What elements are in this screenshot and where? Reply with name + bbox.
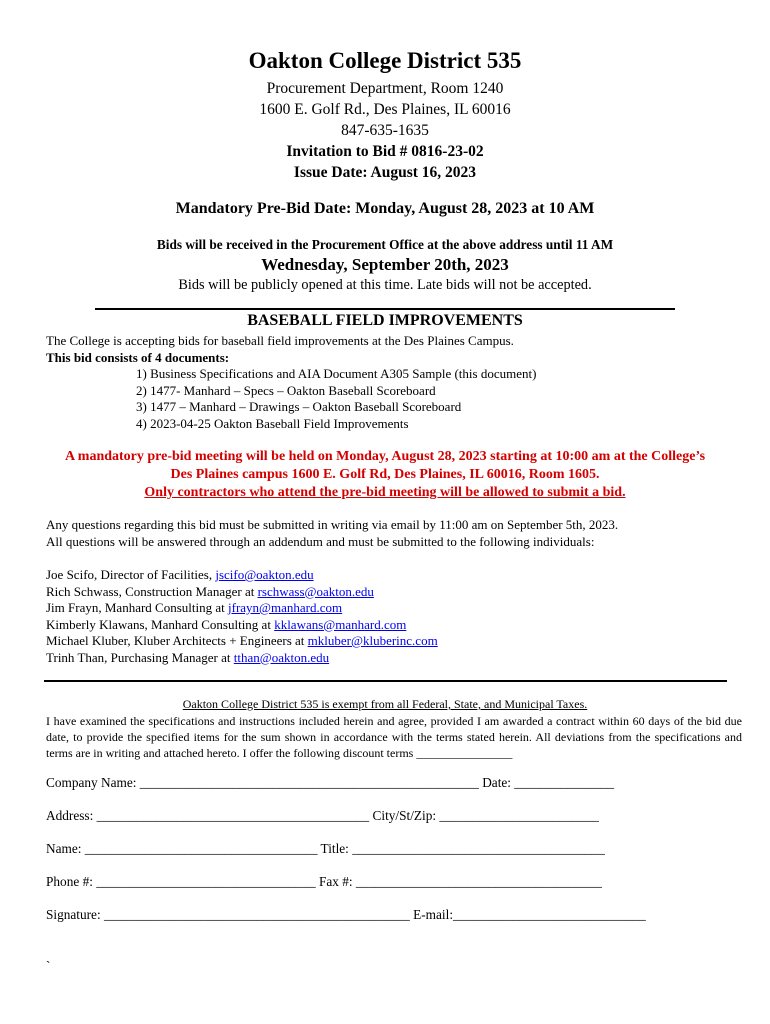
address-block xyxy=(0,78,770,183)
phone-line: 847-635-1635 xyxy=(341,122,429,139)
company-date-field[interactable]: Company Name: ___________________________________________________ Date: _______________ xyxy=(46,775,615,790)
issue-date: Issue Date: August 16, 2023 xyxy=(293,164,477,181)
list-item: 3) 1477 – Manhard – Drawings – Oakton Baseball Scoreboard xyxy=(136,399,462,414)
bid-number: Invitation to Bid # 0816-23-02 xyxy=(286,143,484,160)
list-item: 4) 2023-04-25 Oakton Baseball Field Improvements xyxy=(136,415,409,431)
contact-row xyxy=(46,633,736,650)
questions-paragraph xyxy=(46,517,736,550)
divider xyxy=(44,680,727,682)
project-heading: BASEBALL FIELD IMPROVEMENTS xyxy=(247,312,523,329)
bid-due-date: Wednesday, September 20th, 2023 xyxy=(261,255,509,274)
address-city-field[interactable]: Address: _________________________________________ City/St/Zip: ________________________ xyxy=(46,808,599,823)
prebid-date: Mandatory Pre-Bid Date: Monday, August 28, 2023 at 10 AM xyxy=(175,200,595,217)
document-title: Oakton College District 535 xyxy=(248,48,522,73)
project-intro xyxy=(46,333,736,366)
contact-label: Joe Scifo, Director of Facilities, xyxy=(46,567,216,582)
mandatory-line-3: Only contractors who attend the pre-bid meeting will be allowed to submit a bid. xyxy=(144,485,626,500)
bids-received-line: Bids will be received in the Procurement Office at the above address until 11 AM xyxy=(156,237,614,252)
questions-line-1: Any questions regarding this bid must be submitted in writing via email by 11:00 am on September 5th, 2023. xyxy=(46,517,619,532)
contact-label: Rich Schwass, Construction Manager at xyxy=(46,583,258,599)
contact-label: Jim Frayn, Manhard Consulting at xyxy=(46,600,228,615)
contact-label: Kimberly Klawans, Manhard Consulting at xyxy=(46,616,275,632)
intro-text: The College is accepting bids for baseball field improvements at the Des Plaines Campus. xyxy=(46,333,514,348)
list-item: 2) 1477- Manhard – Specs – Oakton Baseball Scoreboard xyxy=(136,382,436,398)
contact-row xyxy=(46,600,736,617)
opening-notice: Bids will be publicly opened at this time. Late bids will not be accepted. xyxy=(178,277,592,293)
contact-email-link[interactable]: tthan@oakton.edu xyxy=(233,649,330,665)
phone-fax-field[interactable]: Phone #: _________________________________ Fax #: _____________________________________ xyxy=(46,874,602,889)
questions-line-2: All questions will be answered through an addendum and must be submitted to the following individuals: xyxy=(46,533,595,549)
contact-row xyxy=(46,584,736,601)
contacts-list xyxy=(46,567,736,666)
documents-list xyxy=(136,366,736,432)
contact-row xyxy=(46,650,736,667)
street-address-line: 1600 E. Golf Rd., Des Plaines, IL 60016 xyxy=(259,101,511,118)
tax-exempt-notice: Oakton College District 535 is exempt from all Federal, State, and Municipal Taxes. xyxy=(182,697,588,711)
contact-email-link[interactable]: kklawans@manhard.com xyxy=(274,616,407,632)
contact-email-link[interactable]: rschwass@oakton.edu xyxy=(257,583,374,599)
list-item: 1) Business Specifications and AIA Document A305 Sample (this document) xyxy=(136,366,537,381)
contact-email-link[interactable]: jscifo@oakton.edu xyxy=(215,567,314,582)
stray-mark: ` xyxy=(46,958,51,973)
documents-count: This bid consists of 4 documents: xyxy=(46,349,230,365)
signature-email-field[interactable]: Signature: ______________________________________________ E-mail:_____________________________ xyxy=(46,907,646,922)
mandatory-line-1: A mandatory pre-bid meeting will be held on Monday, August 28, 2023 starting at 10:00 am at the College’s xyxy=(64,449,706,464)
contact-label: Trinh Than, Purchasing Manager at xyxy=(46,649,234,665)
mandatory-meeting-notice xyxy=(0,448,770,502)
divider xyxy=(95,308,675,310)
mandatory-line-2: Des Plaines campus 1600 E. Golf Rd, Des Plaines, IL 60016, Room 1605. xyxy=(170,467,600,482)
department-line: Procurement Department, Room 1240 xyxy=(266,80,504,97)
contact-row xyxy=(46,617,736,634)
name-title-field[interactable]: Name: ___________________________________ Title: ______________________________________ xyxy=(46,841,605,856)
contact-label: Michael Kluber, Kluber Architects + Engineers at xyxy=(46,633,308,648)
contact-email-link[interactable]: jfrayn@manhard.com xyxy=(228,600,343,615)
contact-email-link[interactable]: mkluber@kluberinc.com xyxy=(307,633,438,648)
contact-row xyxy=(46,567,736,584)
agreement-paragraph: I have examined the specifications and instructions included herein and agree, provided I am awarded a contract within 60 days of the bid due date, to provide the specified items for the sum shown in accordance with the terms stated herein. All deviations from the specifications and terms are in writing and attached hereto. I offer the following discount terms ________________ xyxy=(46,714,742,760)
